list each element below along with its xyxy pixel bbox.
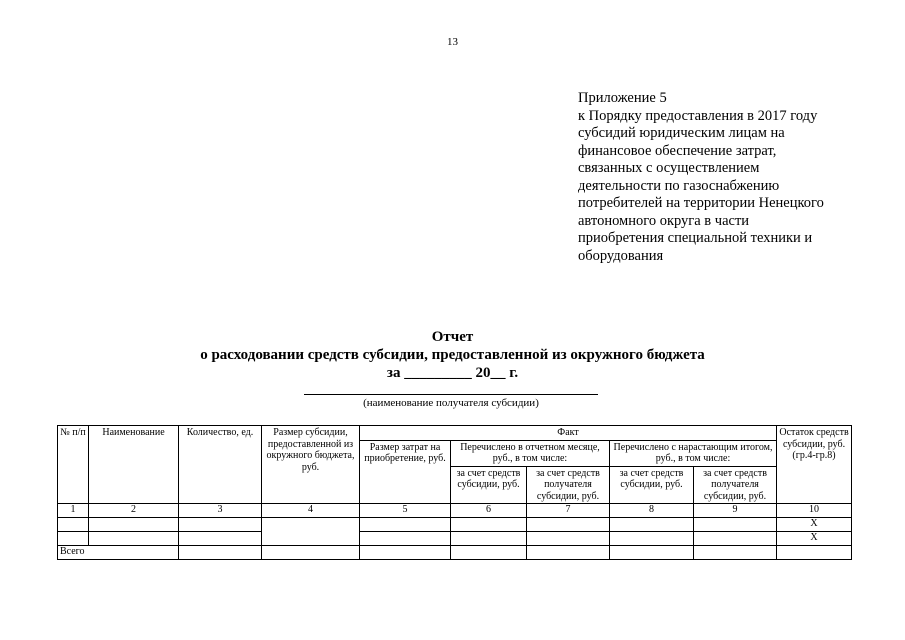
column-number: 2 [89,504,179,518]
header-cumulative-subsidy: за счет средств субсидии, руб. [610,466,694,504]
table-cell [610,532,694,546]
table-cell [179,532,262,546]
page-number: 13 [447,36,458,48]
header-qty: Количество, ед. [179,426,262,504]
table-cell [610,546,694,560]
table-cell [694,518,777,532]
header-cumulative-recipient: за счет средств получателя субсидии, руб. [694,466,777,504]
table-cell [262,518,360,546]
appendix-line: автономного округа в части [578,212,750,229]
report-title-line2: о расходовании средств субсидии, предоставленной из окружного бюджета [200,347,705,363]
table-cell [694,532,777,546]
column-number: 10 [777,504,852,518]
appendix-line: финансовое обеспечение затрат, [578,142,777,159]
header-cost: Размер затрат на приобретение, руб. [360,440,451,504]
header-cumulative: Перечислено с нарастающим итогом, руб., в том числе: [610,440,777,466]
table-cell [58,518,89,532]
column-number: 6 [451,504,527,518]
header-remainder: Остаток средств субсидии, руб. (гр.4-гр.8) [777,426,852,504]
table-cell [89,518,179,532]
column-number: 8 [610,504,694,518]
table-cell [451,518,527,532]
appendix-block [578,90,848,265]
table-cell [451,546,527,560]
table-cell [527,546,610,560]
column-number: 4 [262,504,360,518]
header-name: Наименование [89,426,179,504]
table-cell [777,546,852,560]
column-number: 9 [694,504,777,518]
appendix-line: деятельности по газоснабжению [578,177,780,194]
report-title [0,328,905,382]
appendix-line: приобретения специальной техники и [578,230,813,246]
remainder-mark: X [777,532,852,546]
table-cell [527,532,610,546]
column-number: 5 [360,504,451,518]
header-month: Перечислено в отчетном месяце, руб., в том числе: [451,440,610,466]
header-subsidy: Размер субсидии, предоставленной из окружного бюджета, руб. [262,426,360,504]
appendix-line: потребителей на территории Ненецкого [578,195,824,211]
recipient-caption: (наименование получателя субсидии) [363,397,539,409]
appendix-line: субсидий юридическим лицам на [578,125,785,141]
table-cell [360,546,451,560]
appendix-line: к Порядку предоставления в 2017 году [578,107,818,124]
table-cell [360,518,451,532]
header-num: № п/п [58,426,89,504]
table-cell [262,546,360,560]
column-number: 3 [179,504,262,518]
table-cell [451,532,527,546]
column-number: 7 [527,504,610,518]
recipient-name-line [304,394,598,395]
table-cell [610,518,694,532]
header-fact: Факт [360,426,777,441]
appendix-line: Приложение 5 [578,90,667,106]
header-month-recipient: за счет средств получателя субсидии, руб. [527,466,610,504]
remainder-mark: X [777,518,852,532]
total-label: Всего [58,546,179,560]
table-cell [89,532,179,546]
table-cell [360,532,451,546]
report-title-line1: Отчет [431,329,474,345]
column-number: 1 [58,504,89,518]
table-cell [694,546,777,560]
report-period: за _________ 20__ г. [386,365,519,381]
table-cell [179,518,262,532]
table-cell [58,532,89,546]
table-cell [527,518,610,532]
appendix-line: оборудования [578,247,664,264]
header-month-subsidy: за счет средств субсидии, руб. [451,466,527,504]
report-table [57,425,852,560]
appendix-line: связанных с осуществлением [578,160,760,176]
table-cell [179,546,262,560]
